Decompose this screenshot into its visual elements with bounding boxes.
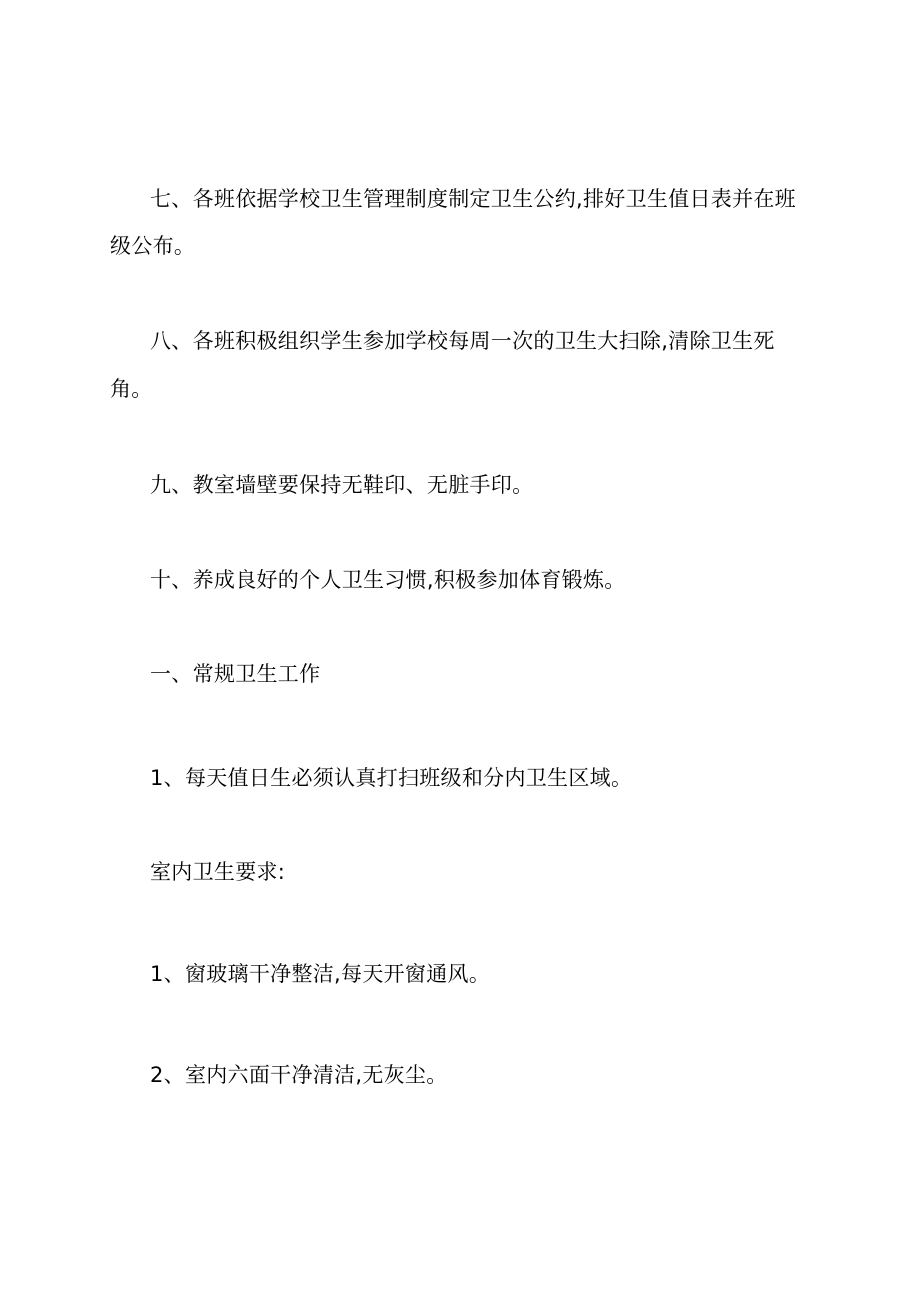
paragraph-9: 九、教室墙壁要保持无鞋印、无脏手印。: [150, 473, 534, 497]
paragraph-8-line-2: 角。: [110, 377, 153, 401]
indoor-item-2: 2、室内六面干净清洁,无灰尘。: [150, 1063, 448, 1087]
routine-item-1: 1、每天值日生必须认真打扫班级和分内卫生区域。: [150, 766, 633, 790]
indoor-item-1: 1、窗玻璃干净整洁,每天开窗通风。: [150, 962, 491, 986]
paragraph-8-line-1: 八、各班积极组织学生参加学校每周一次的卫生大扫除,清除卫生死: [150, 329, 775, 353]
paragraph-7-line-1: 七、各班依据学校卫生管理制度制定卫生公约,排好卫生值日表并在班: [150, 187, 796, 211]
indoor-requirements-heading: 室内卫生要求:: [150, 860, 286, 884]
section-heading-routine-hygiene: 一、常规卫生工作: [150, 662, 321, 686]
paragraph-10: 十、养成良好的个人卫生习惯,积极参加体育锻炼。: [150, 568, 626, 592]
paragraph-7-line-2: 级公布。: [110, 234, 196, 258]
